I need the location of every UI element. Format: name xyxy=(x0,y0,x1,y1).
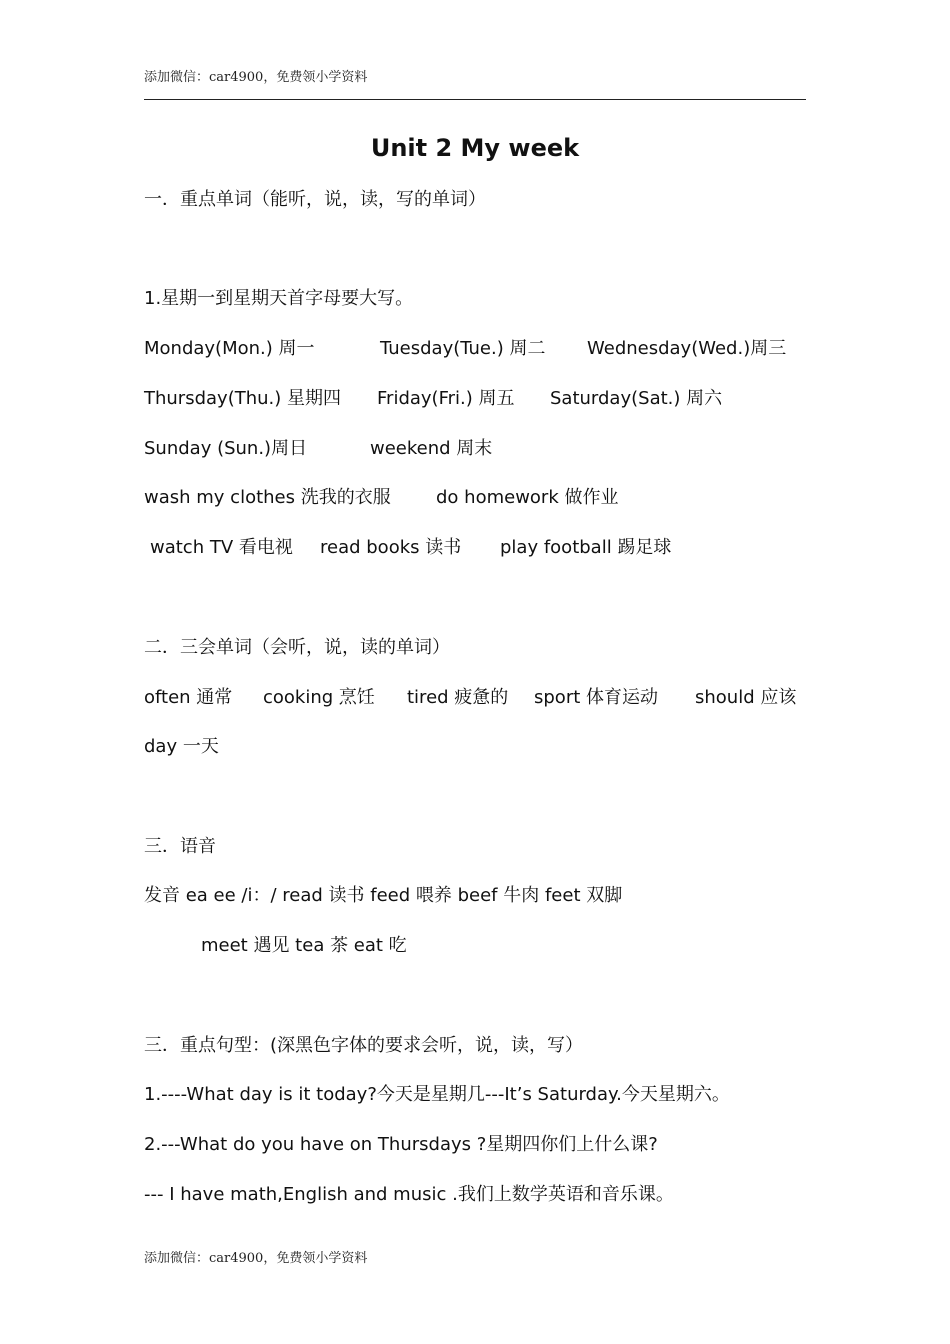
phonics-line-1: 发音 ea ee /i：/ read 读书 feed 喂养 beef 牛肉 feet 双脚 xyxy=(144,885,623,906)
vocab-watch-tv: watch TV 看电视 xyxy=(150,537,293,558)
header-note: 添加微信：car4900，免费领小学资料 xyxy=(144,70,368,85)
vocab-row-5 xyxy=(144,536,806,560)
vocab-wednesday: Wednesday(Wed.)周三 xyxy=(587,338,787,359)
sentence-2: 2.---What do you have on Thursdays ?星期四你们上什么课? xyxy=(144,1134,658,1155)
vocab2-row-1 xyxy=(144,686,806,710)
vocab-day: day 一天 xyxy=(144,736,219,757)
section3-heading: 三．语音 xyxy=(144,836,216,857)
vocab-monday: Monday(Mon.) 周一 xyxy=(144,338,315,359)
vocab-saturday: Saturday(Sat.) 周六 xyxy=(550,388,723,409)
vocab-tired: tired 疲惫的 xyxy=(407,687,509,708)
vocab-often: often 通常 xyxy=(144,687,233,708)
vocab-tuesday: Tuesday(Tue.) 周二 xyxy=(380,338,546,359)
vocab-wash-clothes: wash my clothes 洗我的衣服 xyxy=(144,487,391,508)
section1-subheading: 1.星期一到星期天首字母要大写。 xyxy=(144,288,414,309)
section2-heading: 二．三会单词（会听，说，读的单词） xyxy=(144,637,450,658)
vocab-weekend: weekend 周末 xyxy=(370,438,493,459)
vocab-cooking: cooking 烹饪 xyxy=(263,687,375,708)
vocab-friday: Friday(Fri.) 周五 xyxy=(377,388,515,409)
section1-heading: 一．重点单词（能听，说，读，写的单词） xyxy=(144,189,486,210)
phonics-line-2: meet 遇见 tea 茶 eat 吃 xyxy=(201,935,407,956)
header-divider xyxy=(144,99,806,100)
vocab-row-1 xyxy=(144,337,806,361)
section4-heading: 三．重点句型：(深黑色字体的要求会听，说，读，写） xyxy=(144,1035,584,1056)
vocab-should: should 应该 xyxy=(695,687,797,708)
footer-note: 添加微信：car4900，免费领小学资料 xyxy=(144,1251,368,1266)
vocab-sunday: Sunday (Sun.)周日 xyxy=(144,438,308,459)
vocab-row-3 xyxy=(144,437,806,461)
vocab-play-football: play football 踢足球 xyxy=(500,537,672,558)
vocab-row-4 xyxy=(144,486,806,510)
page-title: Unit 2 My week xyxy=(370,134,580,162)
sentence-1: 1.----What day is it today?今天是星期几---It’s Saturday.今天星期六。 xyxy=(144,1084,730,1105)
vocab-sport: sport 体育运动 xyxy=(534,687,658,708)
vocab-row-2 xyxy=(144,387,806,411)
sentence-3: --- I have math,English and music .我们上数学英语和音乐课。 xyxy=(144,1184,674,1205)
vocab-read-books: read books 读书 xyxy=(320,537,462,558)
vocab-thursday: Thursday(Thu.) 星期四 xyxy=(144,388,341,409)
vocab-do-homework: do homework 做作业 xyxy=(436,487,619,508)
